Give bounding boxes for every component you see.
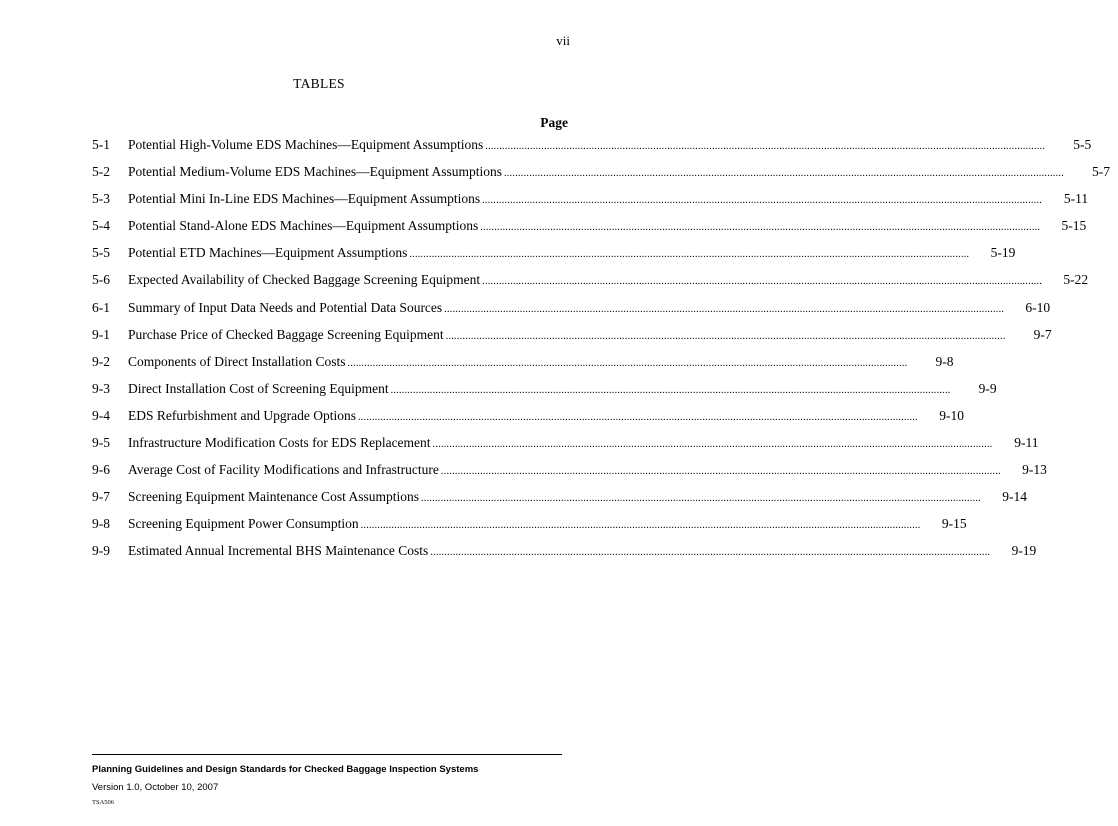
page-reference: 5-7 (1092, 164, 1110, 180)
table-title: Components of Direct Installation Costs (128, 353, 346, 369)
entry-title-leader (128, 516, 921, 532)
table-number: 9-9 (92, 543, 110, 559)
footer-code: TSA506 (92, 799, 115, 806)
footer-divider (92, 754, 562, 755)
table-title: Direct Installation Cost of Screening Equipment (128, 380, 389, 396)
entry-title-leader (128, 164, 1064, 180)
toc-entry[interactable] (92, 407, 964, 435)
dot-leader: ........................................................................................................................................................................................................ (504, 168, 1064, 180)
table-title: Summary of Input Data Needs and Potential Data Sources (128, 299, 443, 315)
entry-title-leader (128, 272, 1042, 288)
page-reference: 9-19 (1011, 543, 1037, 559)
toc-entry[interactable] (92, 218, 1087, 245)
table-number: 5-5 (92, 245, 110, 261)
dot-leader: ........................................................................................................................................................................................................ (360, 520, 921, 532)
toc-entry[interactable] (92, 380, 997, 408)
table-list (92, 137, 1110, 571)
table-title: Expected Availability of Checked Baggage Screening Equipment (128, 272, 481, 288)
page-reference: 9-8 (935, 353, 954, 369)
dot-leader: ........................................................................................................................................................................................................ (357, 411, 918, 423)
entry-title-leader (128, 191, 1042, 207)
entry-title-leader (128, 137, 1045, 153)
dot-leader: ........................................................................................................................................................................................................ (432, 439, 993, 451)
entry-title-leader (128, 354, 907, 370)
entry-title-leader (128, 300, 1004, 316)
table-title: Purchase Price of Checked Baggage Screening Equipment (128, 326, 444, 342)
toc-entry[interactable] (92, 462, 1047, 489)
toc-entry[interactable] (92, 164, 1110, 191)
table-number: 5-4 (92, 218, 110, 234)
table-number: 5-2 (92, 164, 110, 180)
table-number: 6-1 (92, 299, 110, 315)
toc-entry[interactable] (92, 137, 1092, 164)
table-number: 9-3 (92, 380, 110, 396)
page-reference: 5-5 (1073, 137, 1092, 152)
dot-leader: ........................................................................................................................................................................................................ (485, 141, 1046, 152)
table-title: Potential High-Volume EDS Machines—Equipment Assumptions (128, 137, 484, 152)
page-reference: 9-7 (1033, 326, 1052, 342)
page-reference: 9-11 (1014, 435, 1039, 451)
page-reference: 9-9 (978, 380, 997, 396)
toc-entry[interactable] (92, 353, 954, 381)
page-title: TABLES (293, 76, 345, 91)
table-title: Screening Equipment Power Consumption (128, 516, 359, 532)
entry-title-leader (128, 435, 993, 451)
table-number: 5-6 (92, 272, 110, 288)
toc-entry[interactable] (92, 299, 1051, 327)
dot-leader: ........................................................................................................................................................................................................ (390, 384, 951, 396)
page-reference: 9-14 (1002, 489, 1027, 505)
table-number: 5-3 (92, 191, 110, 207)
table-number: 9-1 (92, 326, 110, 342)
page-reference: 9-10 (939, 407, 964, 423)
table-title: Potential Medium-Volume EDS Machines—Equipment Assumptions (128, 164, 502, 180)
dot-leader: ........................................................................................................................................................................................................ (482, 276, 1043, 288)
entry-title-leader (128, 327, 1006, 343)
toc-entry[interactable] (92, 489, 1027, 516)
page-reference: 6-10 (1025, 299, 1051, 315)
entry-title-leader (128, 245, 969, 261)
dot-leader: ........................................................................................................................................................................................................ (430, 547, 991, 559)
page-column-label: Page (540, 115, 568, 130)
page-reference: 5-11 (1063, 191, 1089, 207)
table-number: 9-2 (92, 353, 110, 369)
table-title: EDS Refurbishment and Upgrade Options (128, 407, 356, 423)
toc-entry[interactable] (92, 516, 967, 543)
toc-entry[interactable] (92, 543, 1037, 570)
toc-entry[interactable] (92, 326, 1052, 354)
entry-title-leader (128, 408, 918, 424)
table-number: 9-8 (92, 516, 110, 532)
table-title: Screening Equipment Maintenance Cost Assumptions (128, 489, 419, 505)
toc-entry[interactable] (92, 435, 1039, 462)
entry-title-leader (128, 462, 1001, 478)
page-reference: 5-22 (1063, 272, 1089, 288)
page-number: vii (556, 33, 570, 48)
dot-leader: ........................................................................................................................................................................................................ (480, 222, 1041, 234)
entry-title-leader (128, 489, 981, 505)
table-number: 9-5 (92, 435, 110, 451)
table-title: Average Cost of Facility Modifications and Infrastructure (128, 462, 439, 478)
dot-leader: ........................................................................................................................................................................................................ (347, 357, 908, 369)
page-reference: 9-15 (941, 516, 967, 532)
dot-leader: ........................................................................................................................................................................................................ (444, 303, 1005, 315)
toc-entry[interactable] (92, 245, 1016, 272)
toc-entry[interactable] (92, 272, 1089, 299)
entry-title-leader (128, 543, 990, 559)
table-number: 9-4 (92, 407, 110, 423)
table-number: 9-6 (92, 462, 110, 478)
dot-leader: ........................................................................................................................................................................................................ (420, 493, 981, 505)
page-reference: 5-15 (1061, 218, 1087, 234)
table-title: Estimated Annual Incremental BHS Maintenance Costs (128, 543, 429, 559)
table-title: Potential ETD Machines—Equipment Assumptions (128, 245, 408, 261)
entry-title-leader (128, 218, 1040, 234)
entry-title-leader (128, 381, 951, 397)
dot-leader: ........................................................................................................................................................................................................ (440, 466, 1001, 478)
dot-leader: ........................................................................................................................................................................................................ (409, 249, 970, 261)
dot-leader: ........................................................................................................................................................................................................ (445, 330, 1006, 342)
page-reference: 9-13 (1022, 462, 1047, 478)
table-title: Potential Mini In-Line EDS Machines—Equipment Assumptions (128, 191, 481, 207)
footer-document-title: Planning Guidelines and Design Standards for Checked Baggage Inspection Systems (92, 764, 479, 775)
table-number: 5-1 (92, 137, 110, 152)
table-title: Potential Stand-Alone EDS Machines—Equipment Assumptions (128, 218, 479, 234)
toc-entry[interactable] (92, 191, 1089, 218)
table-title: Infrastructure Modification Costs for EDS Replacement (128, 435, 431, 451)
page-reference: 5-19 (990, 245, 1016, 261)
dot-leader: ........................................................................................................................................................................................................ (482, 195, 1043, 207)
footer-version: Version 1.0, October 10, 2007 (92, 782, 219, 793)
table-number: 9-7 (92, 489, 110, 505)
